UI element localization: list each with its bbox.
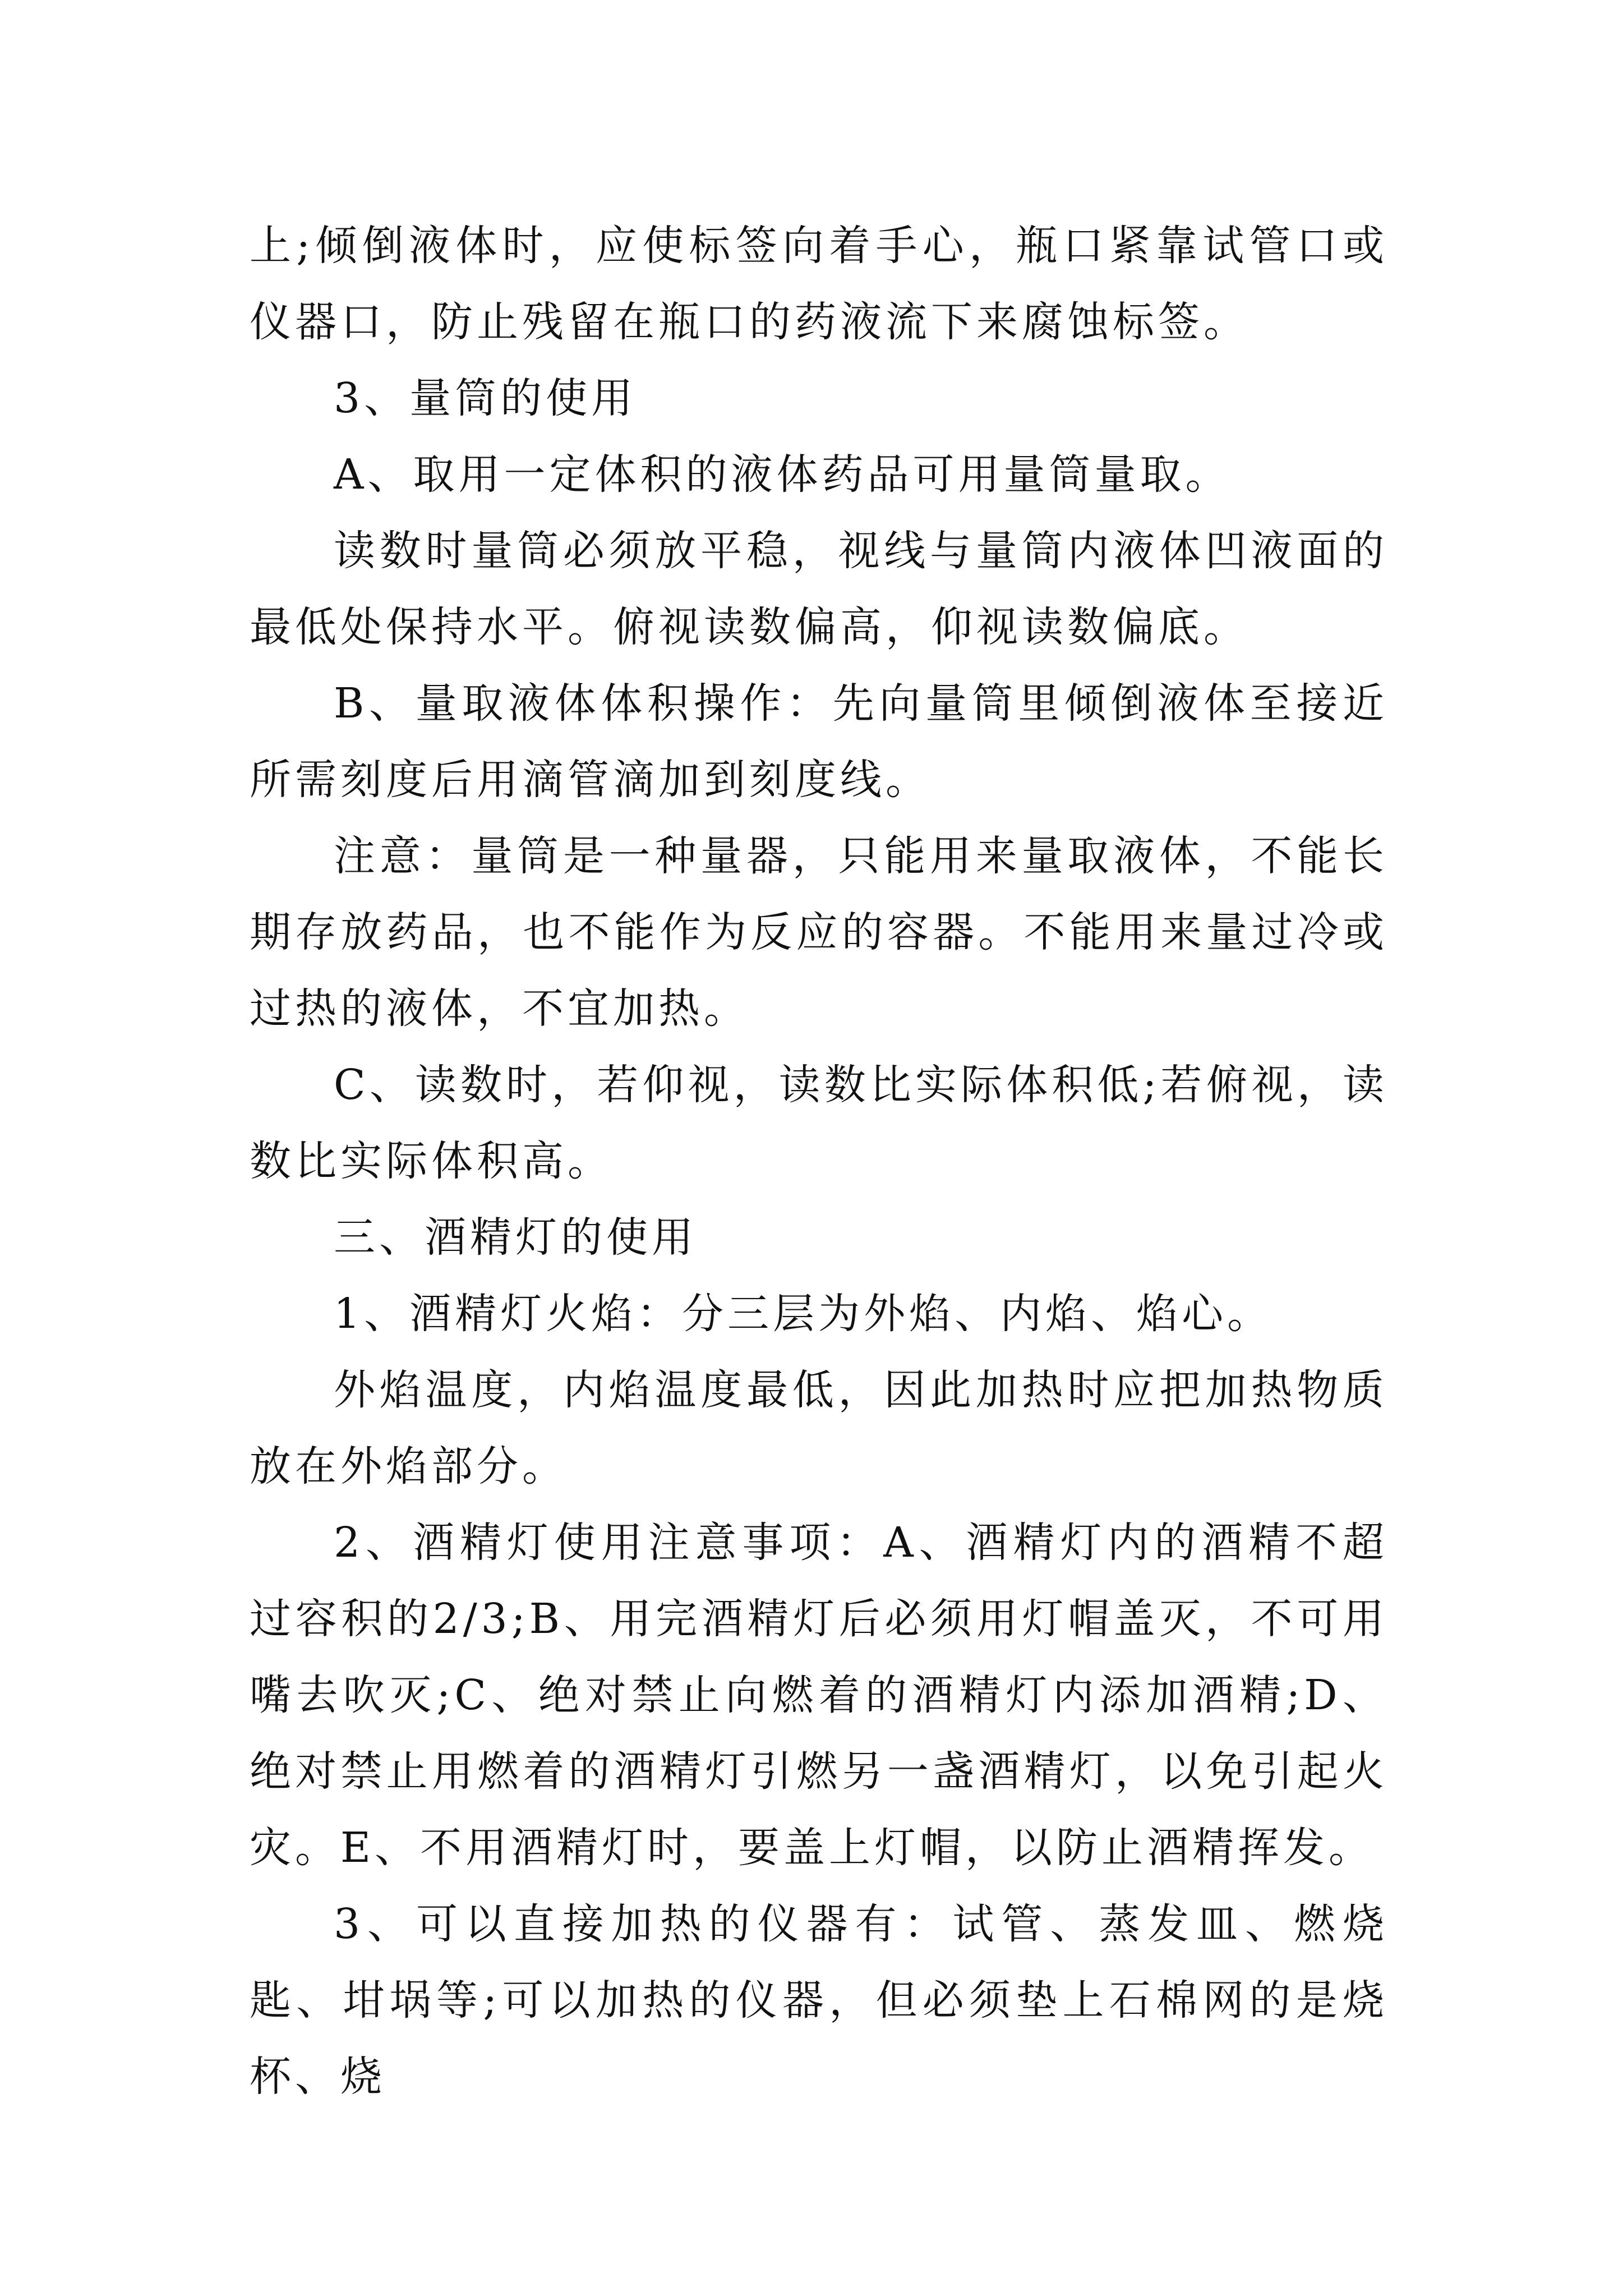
paragraph-precautions: 2、酒精灯使用注意事项：A、酒精灯内的酒精不超过容积的2/3;B、用完酒精灯后必须用灯帽盖灭，不可用嘴去吹灭;C、绝对禁止向燃着的酒精灯内添加酒精;D、绝对禁止用燃着的酒精灯引燃另一盏酒精灯，以免引起火灾。E、不用酒精灯时，要盖上灯帽，以防止酒精挥发。 [250,1519,1388,1872]
document-body [250,208,1388,2115]
paragraph-note: 注意：量筒是一种量器，只能用来量取液体，不能长期存放药品，也不能作为反应的容器。不能用来量过冷或过热的液体，不宜加热。 [250,832,1388,1033]
paragraph-b: B、量取液体体积操作：先向量筒里倾倒液体至接近所需刻度后用滴管滴加到刻度线。 [250,679,1388,804]
paragraph-heating-instruments: 3、可以直接加热的仪器有：试管、蒸发皿、燃烧匙、坩埚等;可以加热的仪器，但必须垫上石棉网的是烧杯、烧 [250,1900,1388,2101]
paragraph-reading: 读数时量筒必须放平稳，视线与量筒内液体凹液面的最低处保持水平。俯视读数偏高，仰视读数偏底。 [250,527,1388,651]
paragraph-flame: 1、酒精灯火焰：分三层为外焰、内焰、焰心。 [334,1290,1273,1338]
paragraph-c: C、读数时，若仰视，读数比实际体积低;若俯视，读数比实际体积高。 [250,1061,1388,1185]
section-heading-measuring-cylinder: 3、量筒的使用 [334,374,637,422]
section-heading-alcohol-lamp: 三、酒精灯的使用 [334,1213,697,1262]
paragraph-temperature: 外焰温度，内焰温度最低，因此加热时应把加热物质放在外焰部分。 [250,1366,1388,1490]
paragraph-continuation: 上;倾倒液体时，应使标签向着手心，瓶口紧靠试管口或仪器口，防止残留在瓶口的药液流下来腐蚀标签。 [250,222,1388,346]
paragraph-a: A、取用一定体积的液体药品可用量筒量取。 [334,450,1231,499]
